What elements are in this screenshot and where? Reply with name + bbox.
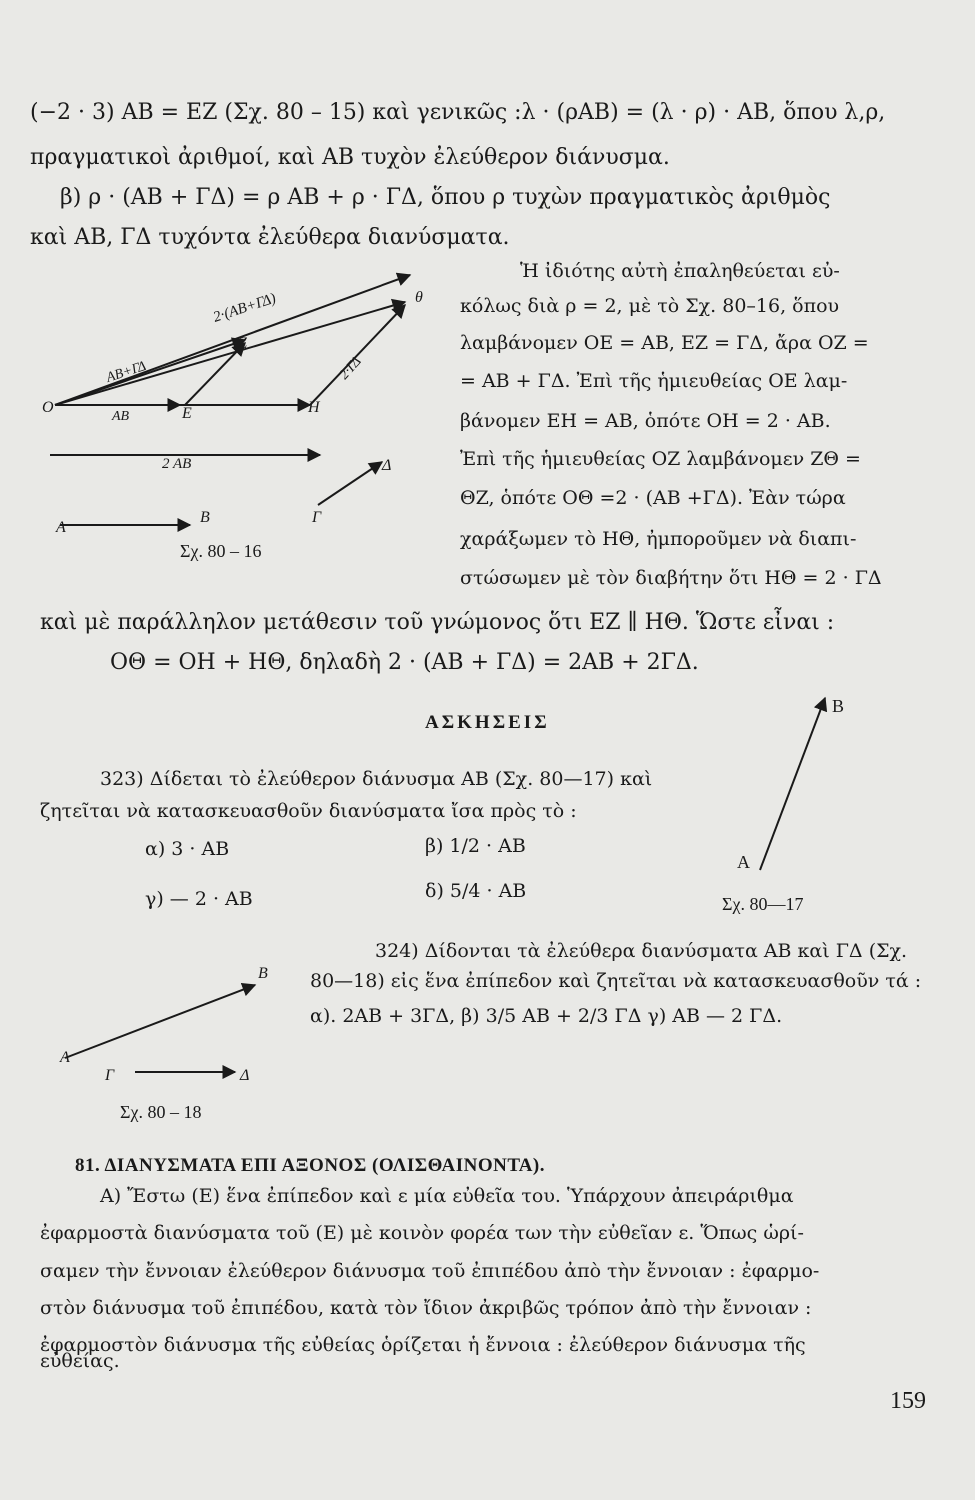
- label-ab-gd: AB+ΓΔ: [104, 358, 148, 386]
- vector-ab-fig18: [65, 985, 255, 1058]
- label-theta: θ: [415, 289, 423, 306]
- exercise-323-d: δ) 5/4 · AB: [425, 880, 527, 902]
- section-text-line: εὐθείας.: [40, 1350, 120, 1372]
- text-line: λαμβάνομεν OE = AB, EZ = ΓΔ, ἄρα OZ =: [460, 332, 869, 354]
- text-line: καὶ μὲ παράλληλον μετάθεσιν τοῦ γνώμονος ὅτι EZ ∥ HΘ. Ὥστε εἶναι :: [40, 610, 835, 635]
- section-text-line: σαμεν τὴν ἔννοιαν ἐλεύθερον διάνυσμα τοῦ ἐπιπέδου ἀπὸ τὴν ἔννοιαν : ἐφαρμο-: [40, 1260, 820, 1282]
- label-e: E: [182, 405, 192, 422]
- text-line: Ἐπὶ τῆς ἡμιευθείας OZ λαμβάνομεν ZΘ =: [460, 448, 861, 470]
- label-z: Z: [238, 335, 247, 352]
- section-text-line: ἐφαρμοστὰ διανύσματα τοῦ (Ε) μὲ κοινὸν φορέα των τὴν εὐθεῖαν ε. Ὅπως ὡρί-: [40, 1222, 804, 1244]
- text-line: β) ρ · (AB + ΓΔ) = ρ AB + ρ · ΓΔ, ὅπου ρ τυχὼν πραγματικὸς ἀριθμὸς: [60, 185, 831, 210]
- exercise-323-line: 323) Δίδεται τὸ ἐλεύθερον διάνυσμα AB (Σχ. 80—17) καὶ: [100, 768, 653, 790]
- text-line: Ἡ ἰδιότης αὐτὴ ἐπαληθεύεται εὐ-: [520, 260, 840, 282]
- figure-caption: Σχ. 80 – 16: [180, 541, 262, 561]
- vector-h-theta: [310, 305, 405, 405]
- section-text-line: Α) Ἔστω (Ε) ἕνα ἐπίπεδον καὶ ε μία εὐθεῖα του. Ὑπάρχουν ἀπειράριθμα: [100, 1185, 794, 1207]
- figure-caption-18: Σχ. 80 – 18: [120, 1102, 202, 1122]
- text-line: = AB + ΓΔ. Ἐπὶ τῆς ἡμιευθείας OE λαμ-: [460, 370, 848, 392]
- text-line: καὶ AB, ΓΔ τυχόντα ἐλεύθερα διανύσματα.: [30, 225, 510, 250]
- exercise-324-line: α). 2AB + 3ΓΔ, β) 3/5 AB + 2/3 ΓΔ γ) AB — 2 ΓΔ.: [310, 1005, 783, 1027]
- label-h: H: [308, 399, 320, 416]
- section-text-line: ἐφαρμοστὸν διάνυσμα τῆς εὐθείας ὁρίζεται ἡ ἔννοια : ἐλεύθερον διάνυσμα τῆς: [40, 1334, 806, 1356]
- exercise-323-b: β) 1/2 · AB: [425, 835, 526, 857]
- text-line: ΘZ, ὁπότε OΘ =2 · (AB +ΓΔ). Ἐὰν τώρα: [460, 487, 846, 509]
- text-line: στώσωμεν μὲ τὸν διαβήτην ὅτι HΘ = 2 · ΓΔ: [460, 567, 882, 589]
- label-b-fig17: B: [832, 696, 845, 716]
- label-o: O: [42, 399, 54, 416]
- exercise-323-c: γ) — 2 · AB: [145, 888, 253, 910]
- exercise-324-line: 80—18) εἰς ἕνα ἐπίπεδον καὶ ζητεῖται νὰ κατασκευασθοῦν τά :: [310, 970, 922, 992]
- label-a-fig18: A: [60, 1049, 70, 1066]
- vector-gd: [318, 462, 382, 505]
- label-g-fig18: Γ: [105, 1067, 115, 1084]
- text-line: (−2 · 3) AB = EZ (Σχ. 80 – 15) καὶ γενικῶς :λ · (ρAB) = (λ · ρ) · AB, ὅπου λ,ρ,: [30, 100, 886, 125]
- label-ab: AB: [112, 409, 130, 424]
- figure-caption-17: Σχ. 80—17: [722, 894, 804, 914]
- label-a: A: [56, 519, 66, 536]
- label-a-fig17: A: [737, 852, 750, 872]
- label-b-fig18: B: [258, 965, 268, 982]
- label-d: Δ: [382, 457, 392, 474]
- exercise-324-line: 324) Δίδονται τὰ ἐλεύθερα διανύσματα AB καὶ ΓΔ (Σχ.: [375, 940, 908, 962]
- label-b: B: [200, 509, 210, 526]
- equation-line: OΘ = OH + HΘ, δηλαδὴ 2 · (AB + ΓΔ) = 2AB + 2ΓΔ.: [110, 650, 699, 675]
- exercises-heading: ΑΣΚΗΣΕΙΣ: [425, 712, 550, 733]
- label-2gd: 2·ΓΔ: [336, 354, 365, 383]
- text-line: κόλως διὰ ρ = 2, μὲ τὸ Σχ. 80–16, ὅπου: [460, 295, 840, 317]
- section-text-line: στὸν διάνυσμα τοῦ ἐπιπέδου, κατὰ τὸν ἴδιον ἀκριβῶς τρόπον ἀπὸ τὴν ἔννοιαν :: [40, 1297, 812, 1319]
- label-2ab-gd: 2·(AB+ΓΔ): [211, 290, 278, 326]
- text-line: βάνομεν EH = AB, ὁπότε OH = 2 · AB.: [460, 410, 831, 432]
- label-2ab: 2 AB: [162, 456, 192, 472]
- vector-ez: [185, 343, 245, 405]
- page-number: 159: [890, 1388, 926, 1414]
- vector-ab-fig17: [760, 698, 825, 870]
- label-d-fig18: Δ: [240, 1067, 250, 1084]
- exercise-323-line: ζητεῖται νὰ κατασκευασθοῦν διανύσματα ἴσα πρὸς τὸ :: [40, 800, 577, 822]
- section-title: 81. ΔΙΑΝΥΣΜΑΤΑ ΕΠΙ ΑΞΟΝΟΣ (ΟΛΙΣΘΑΙΝΟΝΤΑ).: [75, 1155, 545, 1176]
- text-line: πραγματικοὶ ἀριθμοί, καὶ AB τυχὸν ἐλεύθερον διάνυσμα.: [30, 145, 670, 170]
- exercise-323-a: α) 3 · AB: [145, 838, 230, 860]
- text-line: χαράξωμεν τὸ HΘ, ἠμπορoῦμεν νὰ διαπι-: [460, 528, 857, 550]
- label-g: Γ: [312, 509, 322, 526]
